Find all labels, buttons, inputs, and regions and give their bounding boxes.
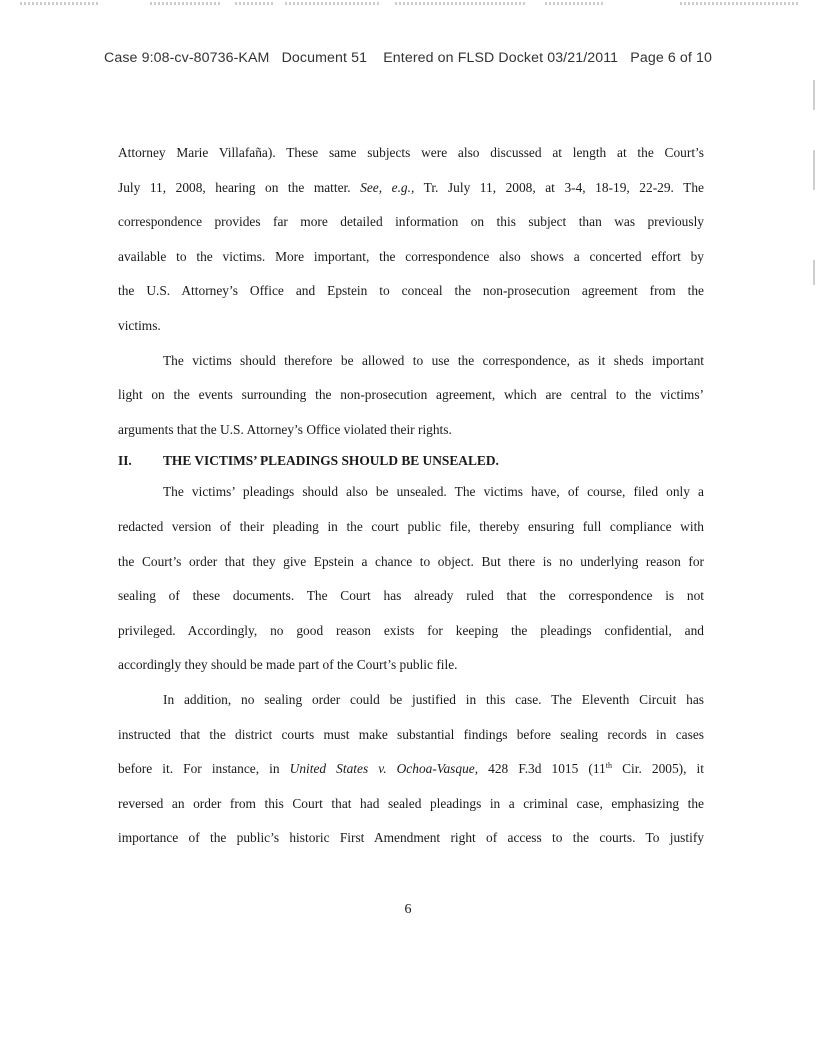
text-line: redacted version of their pleading in the court public file, thereby ensuring full compliance with [118,518,704,534]
text-line: instructed that the district courts must make substantial findings before sealing records in cases [118,726,704,742]
docket-header: Case 9:08-cv-80736-KAM Document 51 Entered on FLSD Docket 03/21/2011 Page 6 of 10 [104,50,712,66]
text-line: Attorney Marie Villafaña). These same subjects were also discussed at length at the Court’s [118,145,704,160]
text-segment: Tr. July 11, 2008, at 3-4, 18-19, 22-29. The [414,179,705,195]
text-line [118,752,704,787]
text-line: light on the events surrounding the non-prosecution agreement, which are central to the victims’ [118,387,704,403]
case-name: United States v. Ochoa-Vasque [289,761,475,777]
text-line: available to the victims. More important, the correspondence also shows a concerted effort by [118,248,704,264]
text-line: the Court’s order that they give Epstein a chance to object. But there is no underlying reason for [118,553,704,569]
document-body [118,136,704,856]
text-line: In addition, no sealing order could be justified in this case. The Eleventh Circuit has [163,691,704,707]
scan-artifact-right [812,0,816,1056]
text-segment: , 428 F.3d 1015 (11 [474,761,606,777]
text-line: The victims’ pleadings should also be unsealed. The victims have, of course, filed only a [163,484,704,500]
text-line: privileged. Accordingly, no good reason exists for keeping the pleadings confidential, and [118,622,704,638]
paragraph-sealing-order [118,683,704,856]
citation-signal: See, e.g., [360,179,415,195]
text-line: sealing of these documents. The Court has already ruled that the correspondence is not [118,588,704,604]
section-number: II. [118,453,132,469]
text-line: importance of the public’s historic First Amendment right of access to the courts. To justify [118,830,704,846]
text-segment: July 11, 2008, hearing on the matter. [118,179,361,195]
text-line: arguments that the U.S. Attorney’s Office violated their rights. [118,421,452,437]
page-number: 6 [404,902,412,917]
text-segment: Cir. 2005), it [612,761,705,777]
text-line: the U.S. Attorney’s Office and Epstein to conceal the non-prosecution agreement from the [118,283,704,299]
paragraph-correspondence-details [118,136,704,344]
text-line: victims. [118,317,161,333]
scan-artifact-top [0,0,816,12]
text-segment: before it. For instance, in [118,761,290,777]
paragraph-use-correspondence [118,344,704,448]
text-line: accordingly they should be made part of the Court’s public file. [118,657,458,673]
section-title: THE VICTIMS’ PLEADINGS SHOULD BE UNSEALED. [163,453,499,469]
text-line: reversed an order from this Court that had sealed pleadings in a criminal case, emphasizing the [118,795,704,811]
text-line [118,171,704,206]
text-line: correspondence provides far more detailed information on this subject than was previously [118,214,704,230]
text-line: The victims should therefore be allowed to use the correspondence, as it sheds important [163,352,704,368]
paragraph-pleadings-unsealed [118,475,704,683]
section-heading [118,447,704,475]
ordinal-suffix: th [605,761,612,771]
